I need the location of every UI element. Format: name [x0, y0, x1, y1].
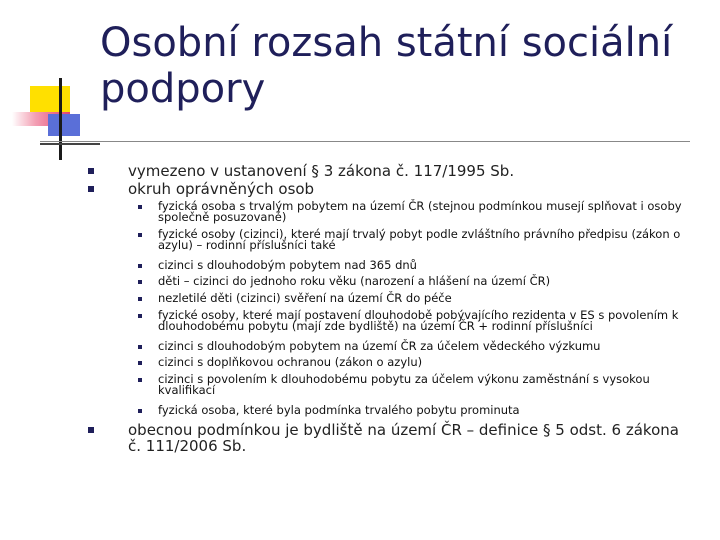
sub-list-item-text: fyzické osoby, které mají postavení dlouhodobě pobývajícího rezidenta v ES s povolením k dlouhodobému pobytu (mají zde bydliště) na území ČR + rodinní příslušníci: [158, 308, 679, 333]
square-bullet-icon: [138, 297, 142, 301]
sub-list-item-text: cizinci s povolením k dlouhodobému pobytu za účelem výkonu zaměstnání s vysokou kvalifikací: [158, 372, 650, 397]
list-item-text: obecnou podmínkou je bydliště na území ČR – definice § 5 odst. 6 zákona č. 111/2006 Sb.: [128, 421, 679, 455]
title-underline: [40, 141, 690, 142]
square-bullet-icon: [138, 314, 142, 318]
list-item-text: okruh oprávněných osob: [128, 180, 315, 198]
sub-list-item-text: fyzické osoby (cizinci), které mají trvalý pobyt podle zvláštního právního předpisu (zákon o azylu) – rodinní příslušníci také: [158, 227, 681, 252]
sub-list-item-text: děti – cizinci do jednoho roku věku (narození a hlášení na území ČR): [158, 274, 551, 288]
sub-list-item-text: fyzická osoba s trvalým pobytem na území ČR (stejnou podmínkou musejí splňovat i osoby společně posuzované): [158, 199, 682, 224]
sub-list-item-text: nezletilé děti (cizinci) svěření na území ČR do péče: [158, 291, 452, 305]
sub-list-item-text: cizinci s dlouhodobým pobytem nad 365 dnů: [158, 258, 417, 272]
square-bullet-icon: [138, 233, 142, 237]
sub-list-item-text: cizinci s doplňkovou ochranou (zákon o azylu): [158, 355, 423, 369]
square-bullet-icon: [138, 378, 142, 382]
square-bullet-icon: [88, 186, 94, 192]
logo-blue-square: [48, 114, 80, 136]
sub-list-item-text: fyzická osoba, které byla podmínka trvalého pobytu prominuta: [158, 403, 520, 417]
square-bullet-icon: [88, 168, 94, 174]
square-bullet-icon: [138, 345, 142, 349]
list-item-text: vymezeno v ustanovení § 3 zákona č. 117/1995 Sb.: [128, 162, 515, 180]
slide-title: Osobní rozsah státní sociální podpory: [100, 20, 673, 112]
square-bullet-icon: [138, 409, 142, 413]
square-bullet-icon: [138, 264, 142, 268]
logo-vertical-line: [59, 78, 62, 160]
square-bullet-icon: [138, 205, 142, 209]
title-underline-accent: [40, 143, 100, 145]
square-bullet-icon: [138, 280, 142, 284]
sub-list-item-text: cizinci s dlouhodobým pobytem na území ČR za účelem vědeckého výzkumu: [158, 339, 601, 353]
square-bullet-icon: [88, 427, 94, 433]
square-bullet-icon: [138, 361, 142, 365]
